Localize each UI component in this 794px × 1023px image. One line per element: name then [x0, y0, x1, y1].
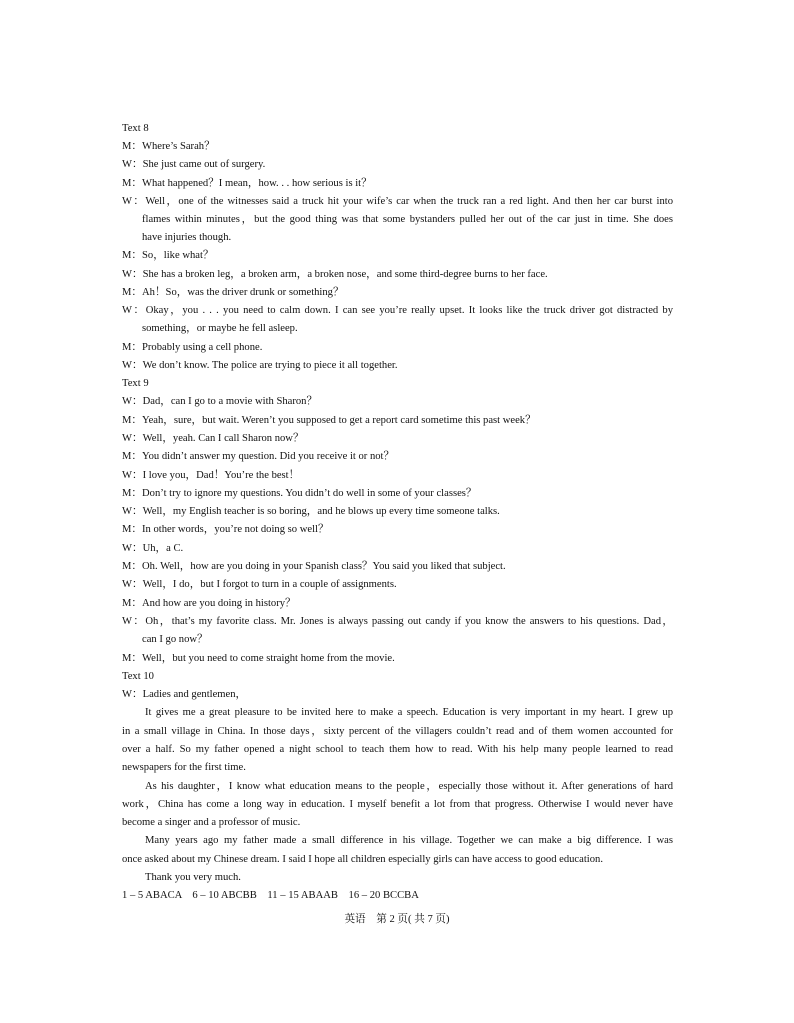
dialogue-line: M：You didn’t answer my question. Did you receive it or not？ — [122, 451, 395, 462]
dialogue-line: M：Yeah，sure，but wait. Weren’t you supposed to get a report card sometime this past week？ — [122, 415, 536, 426]
dialogue-line: W：Oh，that’s my favorite class. Mr. Jones is always passing out candy if you know the answers to his questions. Dad， — [122, 616, 673, 627]
dialogue-line: W：Well，yeah. Can I call Sharon now？ — [122, 433, 304, 444]
dialogue-line: W：Okay，you . . . you need to calm down. I can see you’re really upset. It looks like the truck driver got distracted by — [122, 305, 673, 316]
dialogue-line: M：And how are you doing in history？ — [122, 598, 296, 609]
speech-paragraph-line: over a half. So my father opened a night school to teach them how to read. With his help many people learned to read — [122, 744, 673, 755]
speech-paragraph-line: become a singer and a professor of music. — [122, 817, 301, 828]
speech-paragraph-line: once asked about my Chinese dream. I said I hope all children especially girls can have access to good education. — [122, 854, 603, 865]
dialogue-line: W：Well，my English teacher is so boring，and he blows up every time someone talks. — [122, 506, 500, 517]
speech-paragraph-line: in a small village in China. In those days，sixty percent of the villagers couldn’t read and of them women accounted for — [122, 726, 673, 737]
dialogue-line: M：What happened？I mean，how. . . how serious is it？ — [122, 178, 372, 189]
dialogue-line: W：We don’t know. The police are trying to piece it all together. — [122, 360, 398, 371]
speech-paragraph-line: As his daughter，I know what education means to the people，especially those without it. After generations of hard — [145, 781, 673, 792]
text10-heading: Text 10 — [122, 671, 154, 682]
dialogue-line-continued: something，or maybe he fell asleep. — [142, 323, 298, 334]
speech-paragraph-line: work，China has come a long way in education. I myself benefit a lot from that progress. Otherwise I would never have — [122, 799, 673, 810]
dialogue-line: W：Dad，can I go to a movie with Sharon？ — [122, 396, 318, 407]
dialogue-line: M：Ah！So，was the driver drunk or something？ — [122, 287, 344, 298]
dialogue-line: M：So，like what？ — [122, 250, 214, 261]
page-footer: 英语 第 2 页( 共 7 页) — [344, 914, 450, 925]
answer-key: 1 – 5 ABACA 6 – 10 ABCBB 11 – 15 ABAAB 16 – 20 BCCBA — [122, 890, 419, 901]
dialogue-line-continued: have injuries though. — [142, 232, 232, 243]
dialogue-line: W：I love you，Dad！You’re the best！ — [122, 470, 300, 481]
dialogue-line: W：Well，one of the witnesses said a truck hit your wife’s car when the truck ran a red light. And then her car burst into — [122, 196, 673, 207]
dialogue-line: W：She has a broken leg，a broken arm，a broken nose，and some third-degree burns to her face. — [122, 269, 548, 280]
dialogue-line: W：Uh，a C. — [122, 543, 184, 554]
dialogue-line: M：Oh. Well，how are you doing in your Spanish class？You said you liked that subject. — [122, 561, 506, 572]
text9-heading: Text 9 — [122, 378, 149, 389]
speech-greeting: W：Ladies and gentlemen， — [122, 689, 247, 700]
dialogue-line: W：She just came out of surgery. — [122, 159, 266, 170]
dialogue-line: M：Well，but you need to come straight home from the movie. — [122, 653, 395, 664]
dialogue-line-continued: can I go now？ — [142, 634, 208, 645]
dialogue-line: M：In other words，you’re not doing so well？ — [122, 524, 329, 535]
text8-heading: Text 8 — [122, 123, 149, 134]
speech-paragraph-line: Many years ago my father made a small difference in his village. Together we can make a big difference. I was — [145, 835, 673, 846]
speech-paragraph-line: newspapers for the first time. — [122, 762, 246, 773]
dialogue-line: M：Don’t try to ignore my questions. You didn’t do well in some of your classes？ — [122, 488, 477, 499]
speech-closing: Thank you very much. — [145, 872, 241, 883]
dialogue-line-continued: flames within minutes，but the good thing was that some bystanders pulled her out of the car just in time. She does — [142, 214, 673, 225]
speech-paragraph-line: It gives me a great pleasure to be invited here to make a speech. Education is very important in my heart. I grew up — [145, 707, 673, 718]
dialogue-line: M：Probably using a cell phone. — [122, 342, 263, 353]
dialogue-line: W：Well，I do，but I forgot to turn in a couple of assignments. — [122, 579, 397, 590]
dialogue-line: M：Where’s Sarah？ — [122, 141, 215, 152]
